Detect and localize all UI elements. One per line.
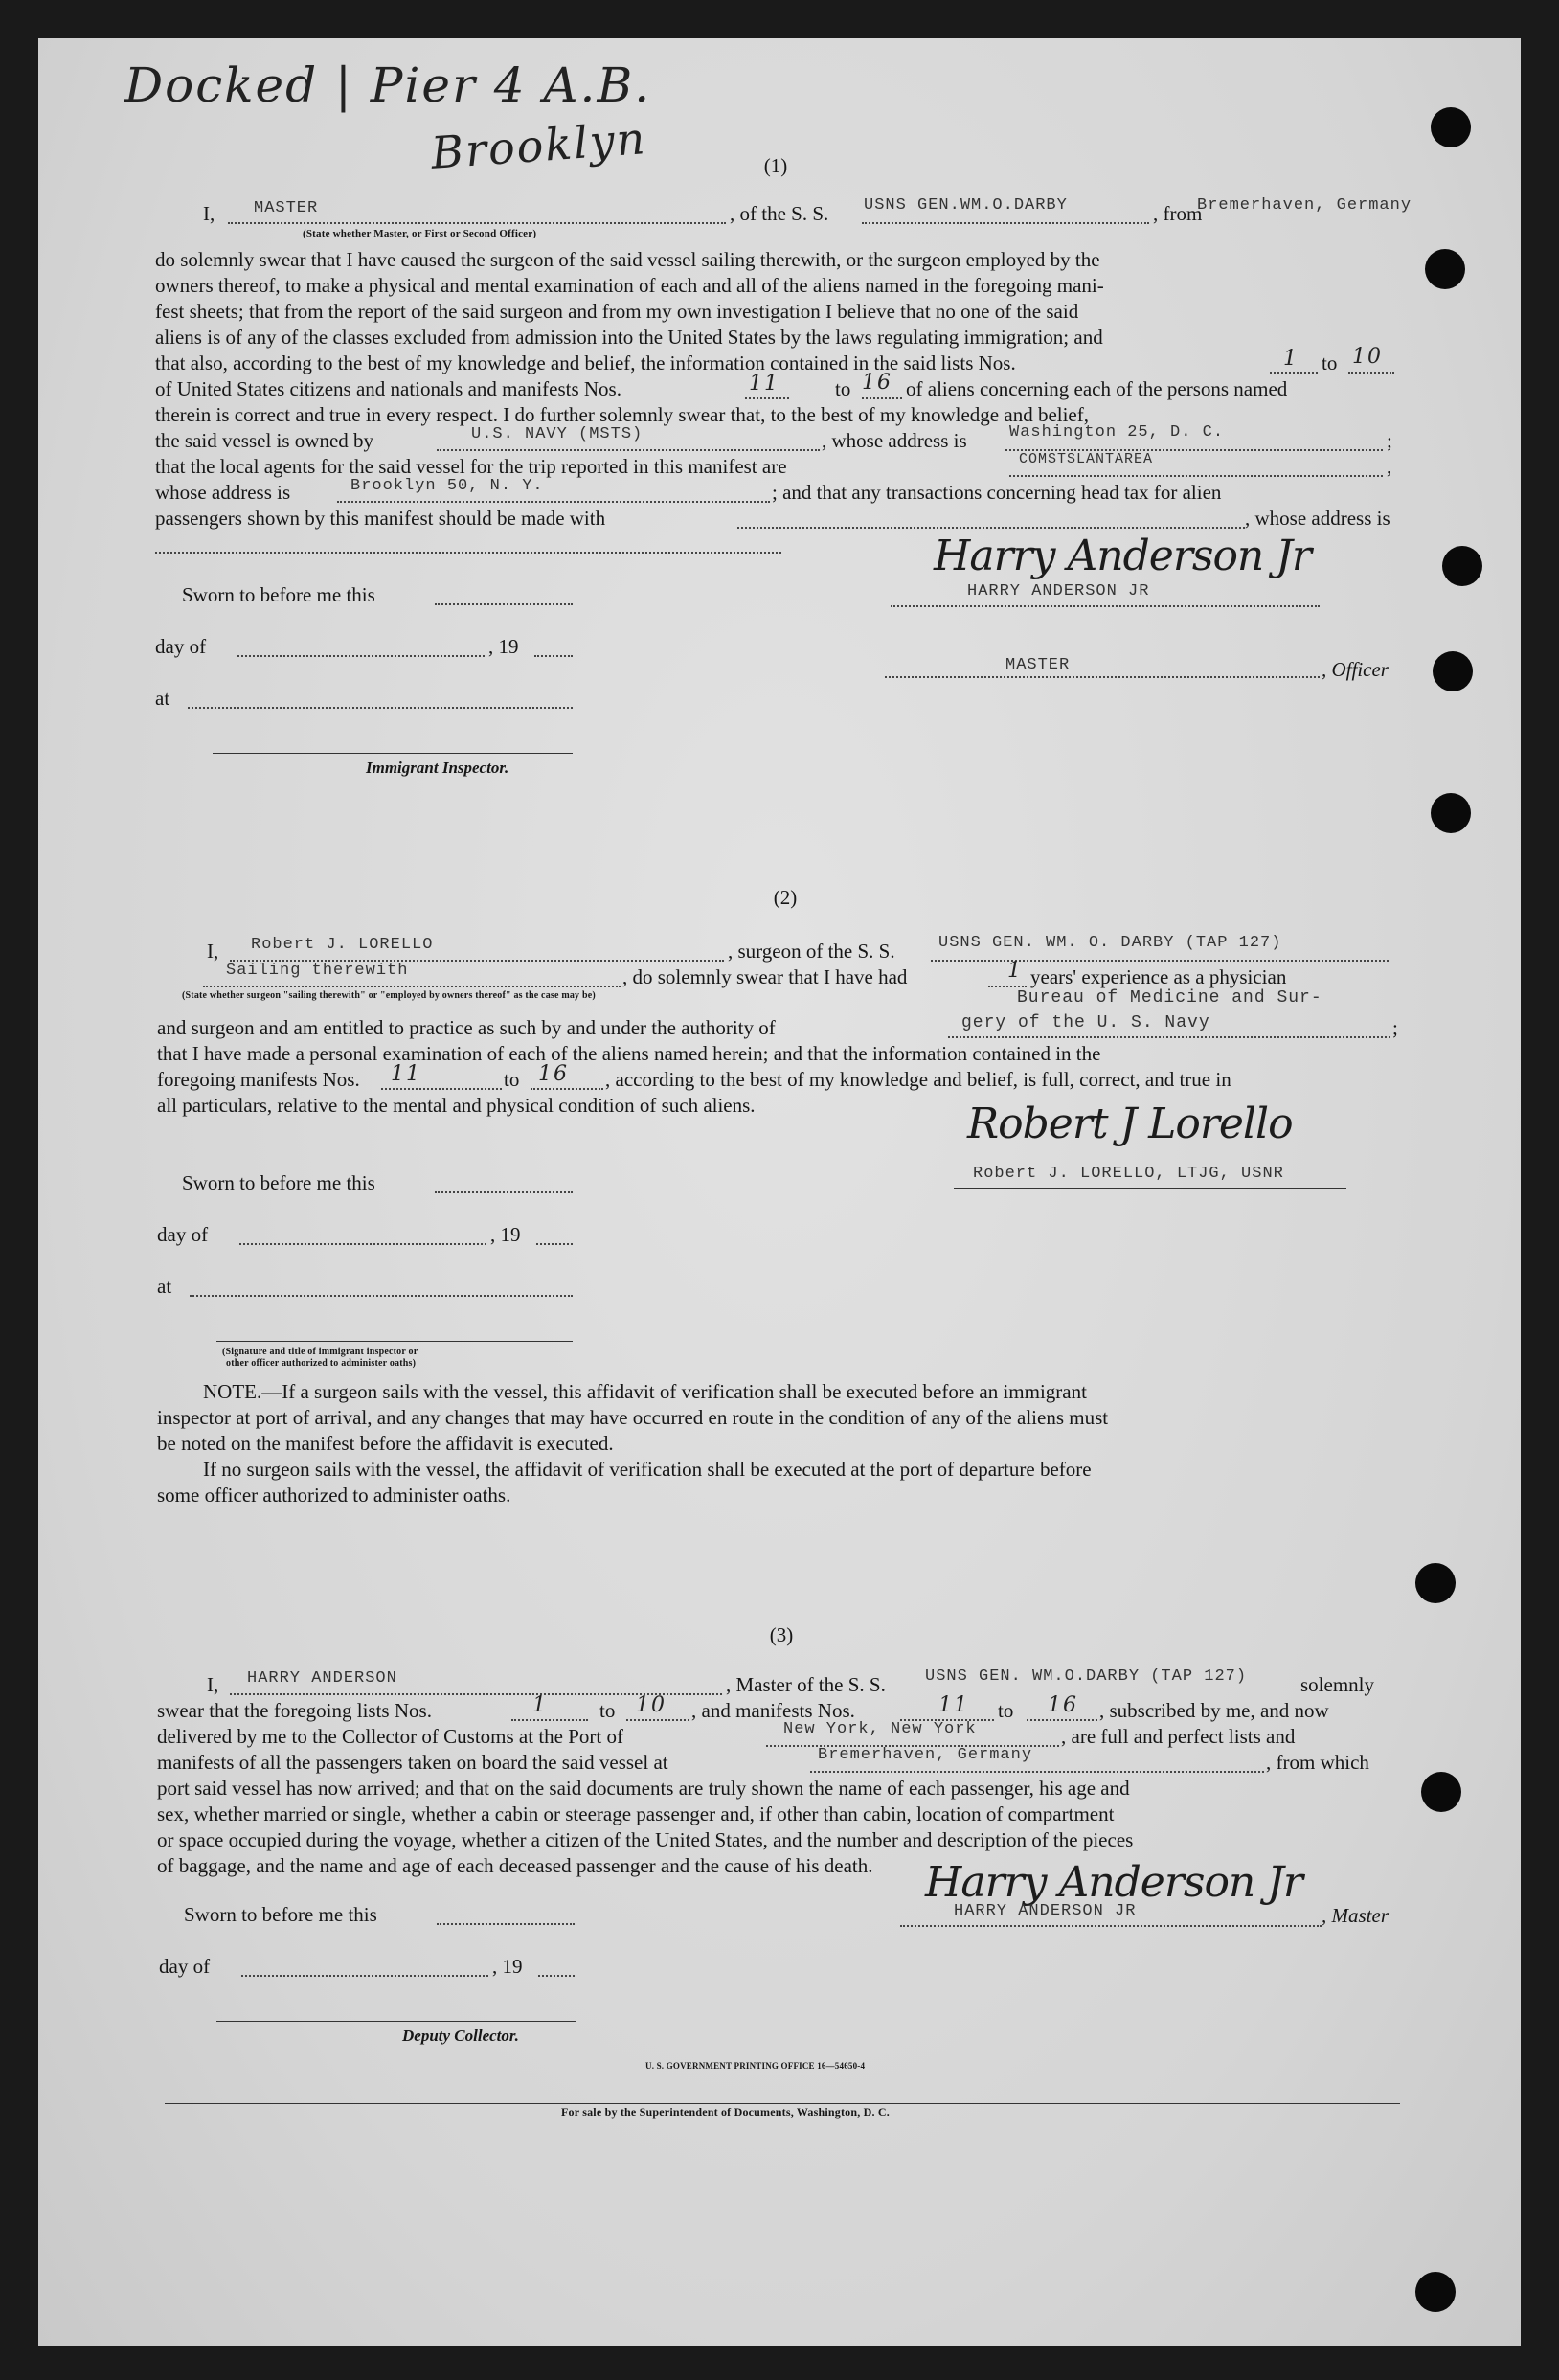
year-label: , 19 <box>488 635 519 658</box>
body-line: port said vessel has now arrived; and that on the said documents are truly shown the name of each passenger, his age and <box>157 1777 1130 1800</box>
field-line <box>203 986 621 987</box>
text: to <box>504 1068 520 1091</box>
body-line: swear that the foregoing lists Nos. <box>157 1699 432 1722</box>
text: , subscribed by me, and now <box>1099 1699 1329 1722</box>
text: I, <box>207 940 219 963</box>
text: ; and that any transactions concerning head tax for alien <box>772 481 1222 504</box>
master-name: HARRY ANDERSON <box>247 1669 397 1688</box>
handwritten-note: Docked | Pier 4 A.B. <box>124 57 652 113</box>
field-line <box>536 1243 573 1245</box>
local-agents: COMSTSLANTAREA <box>1019 451 1154 467</box>
agents-address: Brooklyn 50, N. Y. <box>350 477 544 495</box>
field-line <box>988 986 1027 987</box>
body-line: aliens is of any of the classes excluded from admission into the United States by the laws regulating immigration; and <box>155 326 1103 349</box>
body-line: sex, whether married or single, whether a cabin or steerage passenger and, if other than cabin, location of compartment <box>157 1802 1115 1825</box>
signature-line <box>216 2021 576 2022</box>
field-line <box>511 1719 588 1721</box>
field-line <box>745 397 789 399</box>
master-signature: Harry Anderson Jr <box>925 1858 1302 1907</box>
field-line <box>538 1975 575 1977</box>
ship-name: USNS GEN. WM.O.DARBY (TAP 127) <box>925 1667 1248 1686</box>
field-line <box>1270 372 1318 374</box>
text: to <box>835 377 851 400</box>
field-line <box>190 1295 573 1297</box>
body-line: fest sheets; that from the report of the said surgeon and from my own investigation I believe that no one of the said <box>155 300 1079 323</box>
text: to <box>1322 351 1338 374</box>
text: , from which <box>1266 1751 1369 1774</box>
arrival-port: New York, New York <box>783 1720 977 1738</box>
authority-line-2: gery of the U. S. Navy <box>961 1013 1210 1032</box>
caption: (State whether Master, or First or Second Officer) <box>303 228 537 239</box>
note-line: NOTE.—If a surgeon sails with the vessel, this affidavit of verification shall be executed before an immigrant <box>203 1380 1087 1403</box>
day-of-label: day of <box>157 1223 209 1246</box>
surgeon-name: Robert J. LORELLO <box>251 936 434 954</box>
master-label: , Master <box>1322 1904 1389 1927</box>
text: , surgeon of the S. S. <box>728 940 895 963</box>
field-line <box>534 655 573 657</box>
ship-name: USNS GEN. WM. O. DARBY (TAP 127) <box>938 934 1282 952</box>
lists-to: 10 <box>636 1693 667 1717</box>
manifests-to: 16 <box>538 1062 569 1086</box>
text: , of the S. S. <box>730 202 829 225</box>
rank-line <box>228 222 726 224</box>
text: solemnly <box>1300 1673 1374 1696</box>
text: to <box>599 1699 616 1722</box>
day-of-label: day of <box>159 1955 211 1978</box>
punch-hole <box>1442 546 1482 586</box>
sale-imprint: For sale by the Superintendent of Documents, Washington, D. C. <box>561 2105 890 2119</box>
master-signature: Harry Anderson Jr <box>934 532 1311 580</box>
body-line: that also, according to the best of my knowledge and belief, the information contained in the said lists Nos. <box>155 351 1016 374</box>
punch-hole <box>1431 793 1471 833</box>
body-line: whose address is <box>155 481 291 504</box>
body-line: delivered by me to the Collector of Customs at the Port of <box>157 1725 623 1748</box>
at-label: at <box>155 687 170 710</box>
punch-hole <box>1415 1563 1456 1603</box>
surgeon-signature: Robert J Lorello <box>967 1099 1293 1148</box>
sworn-label: Sworn to before me this <box>182 583 375 606</box>
punch-hole <box>1433 651 1473 691</box>
lists-from: 1 <box>1283 347 1299 371</box>
field-line <box>437 449 820 451</box>
field-line <box>900 1925 1322 1927</box>
gpo-imprint: U. S. GOVERNMENT PRINTING OFFICE 16—54650-4 <box>645 2061 866 2071</box>
field-line <box>948 1036 1390 1038</box>
section-number: (3) <box>769 1623 794 1646</box>
caption: other officer authorized to administer oaths) <box>226 1358 417 1369</box>
field-line <box>737 527 1245 529</box>
signature-line <box>216 1341 573 1342</box>
year-label: , 19 <box>490 1223 521 1246</box>
section-number: (1) <box>763 154 788 177</box>
authority-line-1: Bureau of Medicine and Sur- <box>1017 988 1322 1008</box>
field-line <box>885 676 1320 678</box>
text: , Master of the S. S. <box>726 1673 886 1696</box>
body-line: and surgeon and am entitled to practice as such by and under the authority of <box>157 1016 776 1039</box>
text: , whose address is <box>822 429 967 452</box>
signature-line <box>213 753 573 754</box>
body-line: therein is correct and true in every respect. I do further solemnly swear that, to the best of my knowledge and belief, <box>155 403 1089 426</box>
field-line <box>1009 475 1383 477</box>
caption: (State whether surgeon "sailing therewith" or "employed by owners thereof" as the case may be) <box>182 990 596 1001</box>
punch-hole <box>1425 249 1465 289</box>
signer-name: Robert J. LORELLO, LTJG, USNR <box>973 1165 1284 1183</box>
field-line <box>155 552 781 554</box>
field-line <box>810 1771 1264 1773</box>
manifests-from: 11 <box>749 372 780 396</box>
field-line <box>241 1975 488 1977</box>
body-line: passengers shown by this manifest should be made with <box>155 507 606 530</box>
text: years' experience as a physician <box>1030 965 1287 988</box>
vessel-owner: U.S. NAVY (MSTS) <box>471 425 644 443</box>
note-line: If no surgeon sails with the vessel, the affidavit of verification shall be executed at the port of departure before <box>203 1458 1092 1481</box>
lists-to: 10 <box>1352 345 1383 369</box>
body-line: that the local agents for the said vessel for the trip reported in this manifest are <box>155 455 787 478</box>
body-line: foregoing manifests Nos. <box>157 1068 360 1091</box>
body-line: manifests of all the passengers taken on board the said vessel at <box>157 1751 668 1774</box>
field-line <box>337 501 770 503</box>
sworn-label: Sworn to before me this <box>182 1171 375 1194</box>
manifests-from: 11 <box>938 1693 969 1717</box>
text: , are full and perfect lists and <box>1061 1725 1296 1748</box>
caption: (Signature and title of immigrant inspector or <box>222 1347 418 1357</box>
signature-line <box>954 1188 1346 1189</box>
text: , do solemnly swear that I have had <box>622 965 908 988</box>
field-line <box>435 603 573 605</box>
section-number: (2) <box>773 886 798 909</box>
sailing-status: Sailing therewith <box>226 962 409 980</box>
note-line: some officer authorized to administer oaths. <box>157 1484 511 1507</box>
body-line: of baggage, and the name and age of each deceased passenger and the cause of his death. <box>157 1854 873 1877</box>
punch-hole <box>1431 107 1471 147</box>
inspector-label: Immigrant Inspector. <box>366 759 509 777</box>
text: , and manifests Nos. <box>691 1699 855 1722</box>
embarkation-port: Bremerhaven, Germany <box>818 1746 1033 1764</box>
body-line: do solemnly swear that I have caused the surgeon of the said vessel sailing therewith, or the surgeon employed by the <box>155 248 1100 271</box>
body-line: owners thereof, to make a physical and mental examination of each and all of the aliens named in the foregoing mani- <box>155 274 1104 297</box>
manifests-to: 16 <box>1048 1693 1078 1717</box>
body-line: that I have made a personal examination of each of the aliens named herein; and that the information contained in the <box>157 1042 1101 1065</box>
text: ; <box>1392 1016 1398 1039</box>
text: to <box>998 1699 1014 1722</box>
ship-line <box>862 222 1149 224</box>
field-line <box>239 1243 486 1245</box>
field-line <box>237 655 485 657</box>
departure-port: Bremerhaven, Germany <box>1197 196 1412 215</box>
field-line <box>437 1923 575 1925</box>
text: I, <box>207 1673 219 1696</box>
field-line <box>626 1719 689 1721</box>
field-line <box>381 1088 502 1090</box>
footer-rule <box>165 2103 1400 2104</box>
note-line: be noted on the manifest before the affidavit is executed. <box>157 1432 614 1455</box>
text: , whose address is <box>1245 507 1390 530</box>
master-rank: MASTER <box>254 199 319 217</box>
manifests-to: 16 <box>862 371 892 395</box>
text: , according to the best of my knowledge and belief, is full, correct, and true in <box>605 1068 1231 1091</box>
collector-label: Deputy Collector. <box>402 2027 519 2045</box>
text: , <box>1387 455 1392 478</box>
field-line <box>931 960 1389 962</box>
manifests-from: 11 <box>391 1062 421 1086</box>
body-line: of United States citizens and nationals and manifests Nos. <box>155 377 621 400</box>
signer-name: HARRY ANDERSON JR <box>954 1902 1137 1920</box>
note-line: inspector at port of arrival, and any changes that may have occurred en route in the condition of any of the aliens must <box>157 1406 1109 1429</box>
field-line <box>1348 372 1394 374</box>
officer-rank: MASTER <box>1005 656 1071 674</box>
sworn-label: Sworn to before me this <box>184 1903 377 1926</box>
text: of aliens concerning each of the persons named <box>906 377 1288 400</box>
field-line <box>862 397 902 399</box>
punch-hole <box>1415 2272 1456 2312</box>
body-line: the said vessel is owned by <box>155 429 374 452</box>
body-line: all particulars, relative to the mental and physical condition of such aliens. <box>157 1094 756 1117</box>
field-line <box>531 1088 603 1090</box>
field-line <box>435 1191 573 1193</box>
field-line <box>891 605 1320 607</box>
officer-label: , Officer <box>1322 658 1389 681</box>
text: I, <box>203 202 215 225</box>
year-label: , 19 <box>492 1955 523 1978</box>
years-experience: 1 <box>1007 959 1023 983</box>
body-line: or space occupied during the voyage, whether a citizen of the United States, and the number and description of the pieces <box>157 1828 1134 1851</box>
text: ; <box>1387 429 1392 452</box>
ship-name: USNS GEN.WM.O.DARBY <box>864 196 1068 215</box>
handwritten-note: Brooklyn <box>429 112 648 179</box>
punch-hole <box>1421 1772 1461 1812</box>
signer-name: HARRY ANDERSON JR <box>967 582 1150 601</box>
field-line <box>1027 1719 1097 1721</box>
owner-address: Washington 25, D. C. <box>1009 423 1225 442</box>
lists-from: 1 <box>532 1693 548 1717</box>
day-of-label: day of <box>155 635 207 658</box>
at-label: at <box>157 1275 172 1298</box>
text: , from <box>1153 202 1203 225</box>
field-line <box>188 707 573 709</box>
